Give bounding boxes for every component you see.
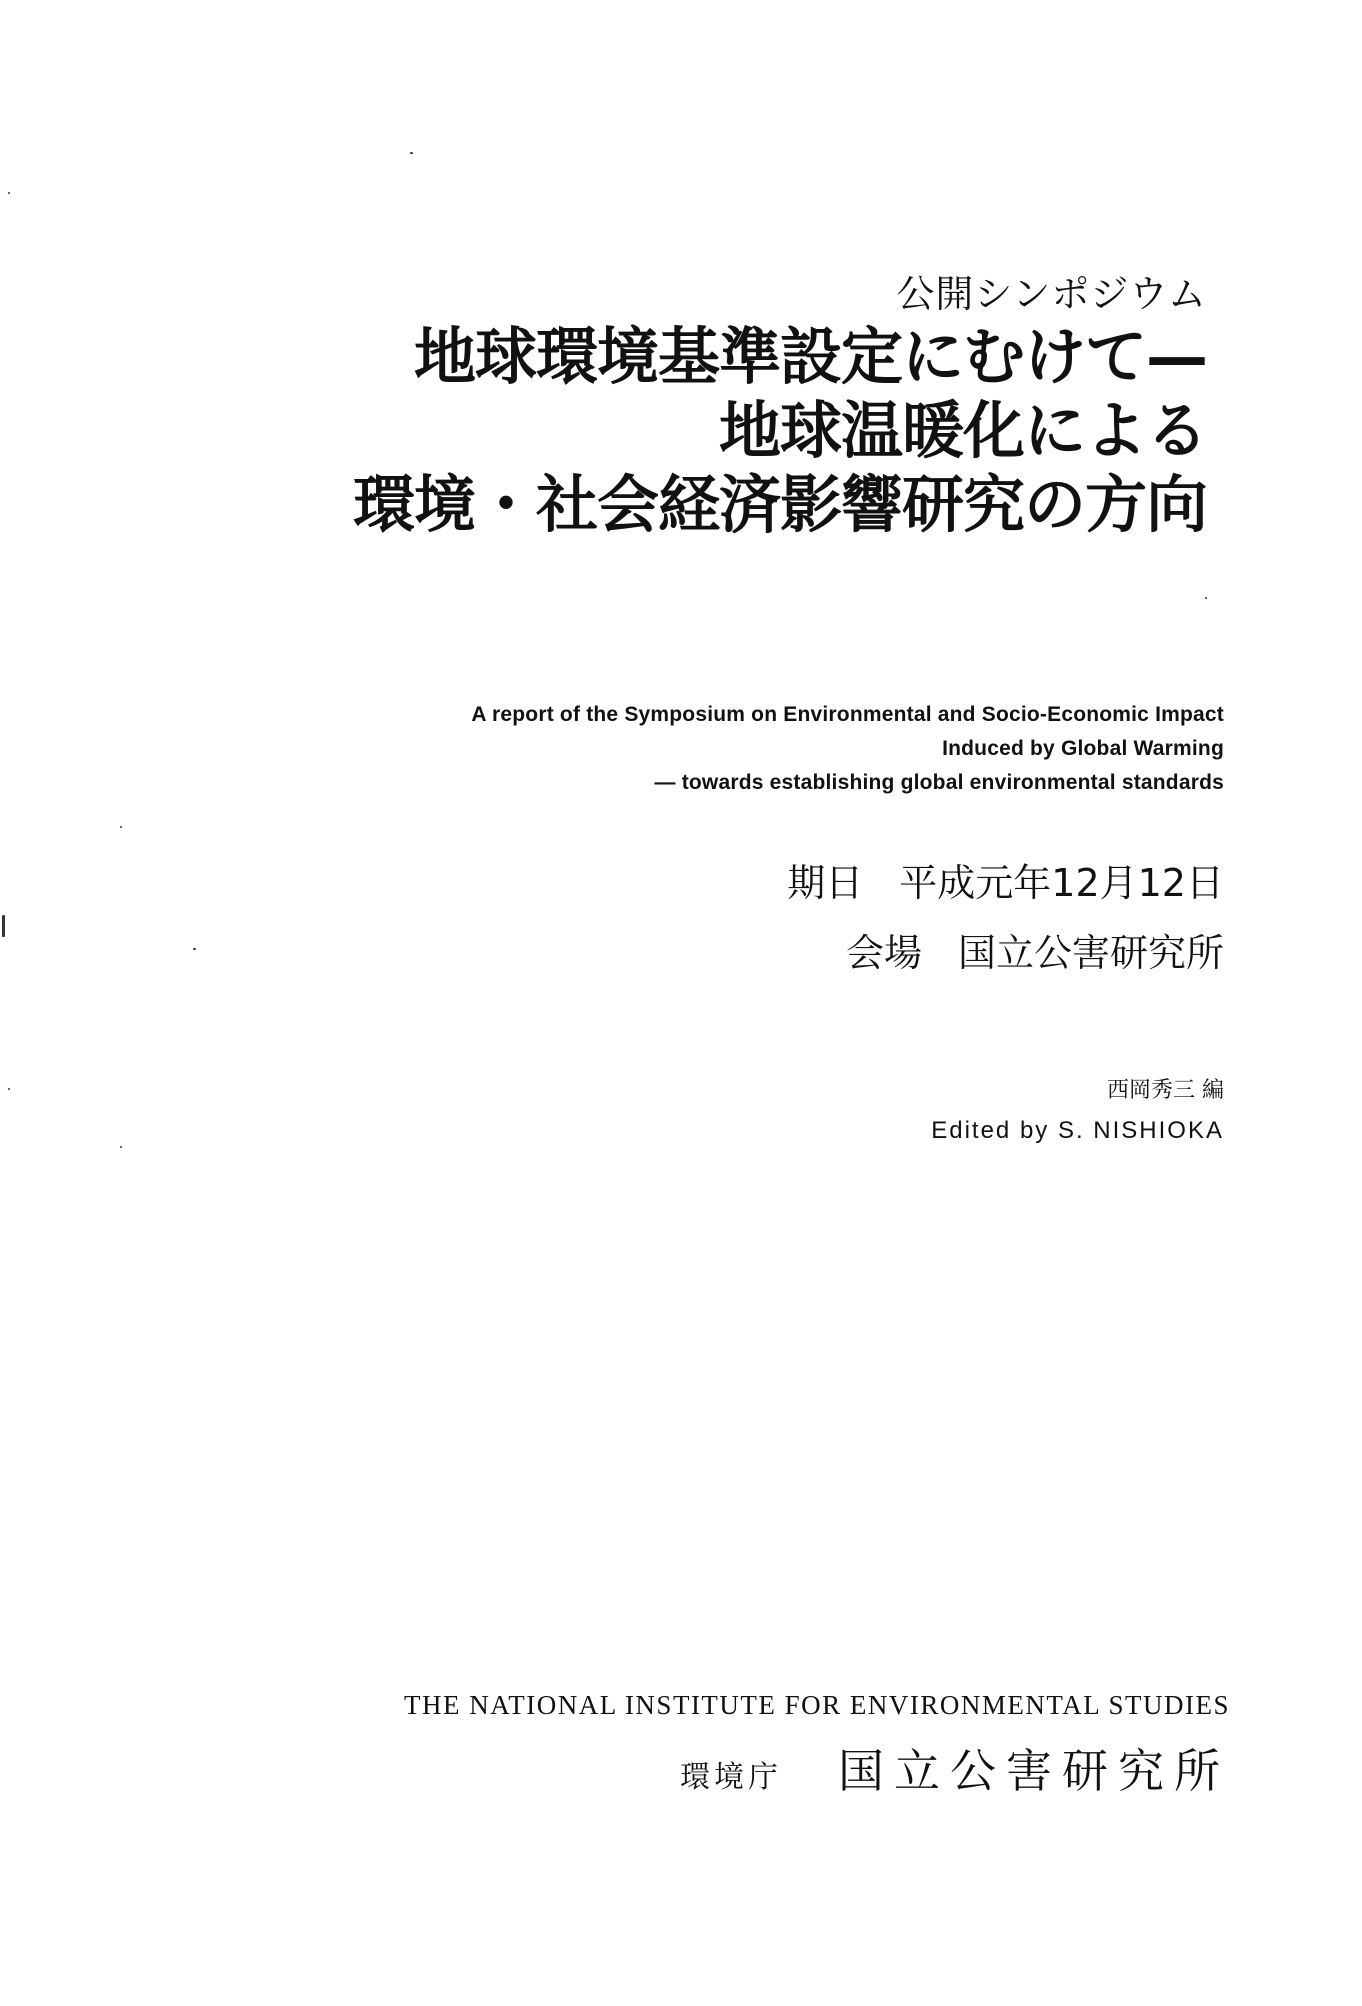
publisher-block: [404, 1685, 1230, 1812]
scan-speck: [8, 192, 10, 194]
date-label: 期日: [787, 861, 864, 905]
scan-speck: [8, 1088, 10, 1090]
symposium-subtitle: 公開シンポジウム: [896, 272, 1207, 316]
title-line-1: 地球環境基準設定にむけて—: [413, 320, 1207, 393]
japanese-title-block: [353, 268, 1207, 542]
scan-speck: [120, 826, 122, 828]
scan-speck: [120, 1146, 122, 1148]
editor-block: [931, 1071, 1224, 1151]
event-venue-row: [787, 918, 1224, 988]
publisher-agency: 環境庁: [680, 1760, 782, 1795]
scan-speck: [410, 152, 413, 154]
scan-speck: [193, 948, 196, 950]
publisher-japanese-row: [404, 1741, 1230, 1812]
scan-speck: [2, 915, 5, 937]
venue-value: 国立公害研究所: [957, 931, 1224, 975]
editor-name-japanese: 西岡秀三 編: [1107, 1078, 1224, 1103]
title-line-3: 環境・社会経済影響研究の方向: [352, 468, 1207, 541]
event-details: [787, 848, 1224, 988]
english-title-line-2: Induced by Global Warming: [942, 737, 1224, 760]
publisher-name-japanese: 国立公害研究所: [838, 1744, 1230, 1798]
publisher-name-english: THE NATIONAL INSTITUTE FOR ENVIRONMENTAL STUDIES: [403, 1690, 1230, 1720]
english-title-line-1: A report of the Symposium on Environmental and Socio-Economic Impact: [471, 703, 1224, 726]
english-title-line-3: — towards establishing global environmental standards: [654, 771, 1224, 794]
event-date-row: [787, 848, 1224, 918]
title-line-2: 地球温暖化による: [718, 394, 1207, 467]
scan-speck: [1205, 597, 1207, 599]
editor-name-english: Edited by S. NISHIOKA: [931, 1117, 1224, 1144]
date-value: 平成元年12月12日: [899, 861, 1224, 905]
venue-label: 会場: [845, 931, 922, 975]
english-title-block: [471, 698, 1224, 800]
